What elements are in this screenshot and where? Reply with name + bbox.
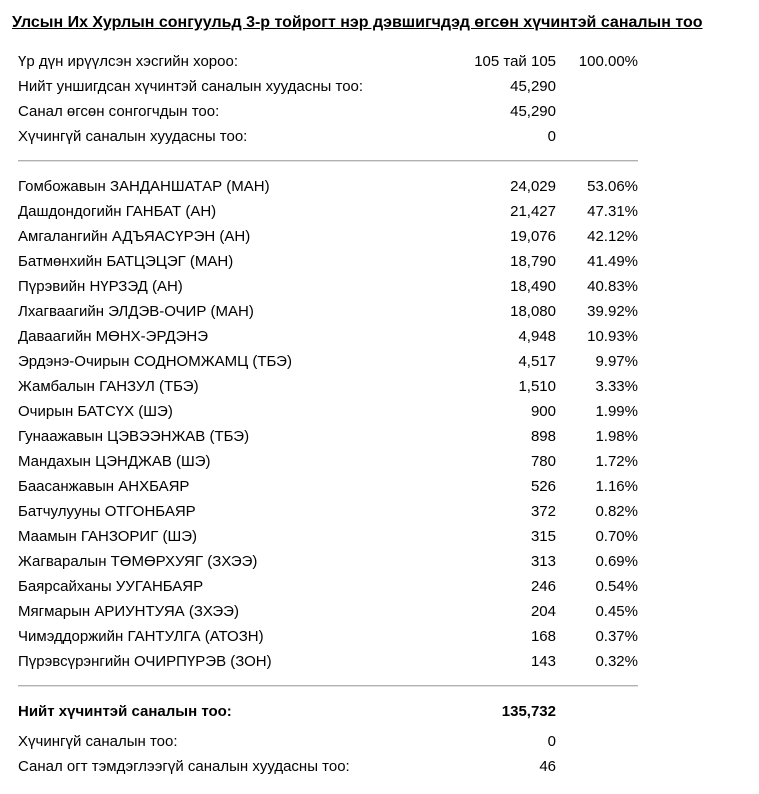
candidate-row — [18, 299, 638, 324]
row-value: 18,790 — [510, 253, 556, 270]
row-percent: 0.54% — [595, 578, 638, 595]
row-value: 313 — [530, 553, 556, 570]
summary-divider — [18, 160, 638, 162]
row-value: 4,948 — [518, 328, 556, 345]
row-label: Чимэддоржийн ГАНТУЛГА (АТОЗН) — [18, 628, 264, 645]
row-percent: 42.12% — [587, 228, 638, 245]
row-value: 46 — [539, 758, 556, 775]
row-value: 526 — [530, 478, 556, 495]
row-percent: 100.00% — [578, 53, 638, 70]
row-value: 135,732 — [501, 703, 556, 720]
row-percent: 47.31% — [587, 203, 638, 220]
row-label: Мандахын ЦЭНДЖАВ (ШЭ) — [18, 453, 211, 470]
totals-row — [18, 729, 638, 754]
totals-row — [18, 699, 638, 724]
row-label: Хүчингүй саналын хуудасны тоо: — [18, 128, 248, 145]
row-value: 24,029 — [510, 178, 556, 195]
summary-row — [18, 124, 638, 149]
totals-row — [18, 754, 638, 779]
candidate-row — [18, 524, 638, 549]
row-label: Баасанжавын АНХБАЯР — [18, 478, 190, 495]
row-label: Жамбалын ГАНЗУЛ (ТБЭ) — [18, 378, 199, 395]
row-percent: 53.06% — [587, 178, 638, 195]
row-label: Гомбожавын ЗАНДАНШАТАР (МАН) — [18, 178, 270, 195]
row-label: Даваагийн МӨНХ-ЭРДЭНЭ — [18, 328, 208, 345]
row-label: Маамын ГАНЗОРИГ (ШЭ) — [18, 528, 198, 545]
page-title: Улсын Их Хурлын сонгуульд 3-р тойрогт нэр дэвшигчдэд өгсөн хүчинтэй саналын тоо — [12, 14, 703, 31]
row-percent: 39.92% — [587, 303, 638, 320]
row-value: 105 тай 105 — [474, 53, 556, 70]
candidate-row — [18, 274, 638, 299]
row-percent: 0.82% — [595, 503, 638, 520]
candidate-row — [18, 399, 638, 424]
candidate-row — [18, 499, 638, 524]
row-value: 45,290 — [510, 103, 556, 120]
row-percent: 1.72% — [595, 453, 638, 470]
row-label: Очирын БАТСҮХ (ШЭ) — [18, 403, 173, 420]
row-value: 780 — [530, 453, 556, 470]
row-value: 21,427 — [510, 203, 556, 220]
row-label: Баярсайханы УУГАНБАЯР — [18, 578, 204, 595]
row-percent: 3.33% — [595, 378, 638, 395]
row-label: Үр дүн ирүүлсэн хэсгийн хороо: — [18, 53, 239, 70]
row-percent: 0.37% — [595, 628, 638, 645]
row-label: Лхагваагийн ЭЛДЭВ-ОЧИР (МАН) — [18, 303, 254, 320]
row-value: 0 — [547, 733, 556, 750]
row-label: Батчулууны ОТГОНБАЯР — [18, 503, 196, 520]
row-percent: 40.83% — [587, 278, 638, 295]
row-value: 1,510 — [518, 378, 556, 395]
row-label: Мягмарын АРИУНТУЯА (ЗХЭЭ) — [18, 603, 239, 620]
row-label: Санал өгсөн сонгогчдын тоо: — [18, 103, 220, 120]
row-value: 45,290 — [510, 78, 556, 95]
candidate-row — [18, 224, 638, 249]
row-percent: 0.69% — [595, 553, 638, 570]
row-percent: 1.98% — [595, 428, 638, 445]
row-label: Пүрэвийн НҮРЗЭД (АН) — [18, 278, 183, 295]
row-value: 143 — [530, 653, 556, 670]
row-value: 246 — [530, 578, 556, 595]
row-percent: 41.49% — [587, 253, 638, 270]
candidate-row — [18, 174, 638, 199]
row-percent: 0.45% — [595, 603, 638, 620]
candidate-row — [18, 249, 638, 274]
candidate-row — [18, 599, 638, 624]
candidate-row — [18, 324, 638, 349]
row-percent: 1.16% — [595, 478, 638, 495]
candidate-row — [18, 549, 638, 574]
row-label: Пүрэвсүрэнгийн ОЧИРПҮРЭВ (ЗОН) — [18, 653, 272, 670]
candidate-row — [18, 349, 638, 374]
row-value: 900 — [530, 403, 556, 420]
row-value: 898 — [530, 428, 556, 445]
summary-row — [18, 49, 638, 74]
row-percent: 0.70% — [595, 528, 638, 545]
candidate-row — [18, 474, 638, 499]
row-label: Нийт хүчинтэй саналын тоо: — [18, 703, 232, 720]
row-value: 168 — [530, 628, 556, 645]
row-value: 0 — [547, 128, 556, 145]
row-label: Эрдэнэ-Очирын СОДНОМЖАМЦ (ТБЭ) — [18, 353, 292, 370]
candidate-row — [18, 624, 638, 649]
summary-row — [18, 99, 638, 124]
row-value: 19,076 — [510, 228, 556, 245]
row-value: 315 — [530, 528, 556, 545]
totals-divider — [18, 685, 638, 687]
row-percent: 9.97% — [595, 353, 638, 370]
candidate-row — [18, 449, 638, 474]
row-label: Санал огт тэмдэглээгүй саналын хуудасны тоо: — [18, 758, 350, 775]
row-label: Дашдондогийн ГАНБАТ (АН) — [18, 203, 217, 220]
summary-row — [18, 74, 638, 99]
candidate-row — [18, 374, 638, 399]
row-label: Амгалангийн АДЪЯАСҮРЭН (АН) — [18, 228, 251, 245]
row-percent: 1.99% — [595, 403, 638, 420]
candidate-row — [18, 649, 638, 674]
row-value: 18,490 — [510, 278, 556, 295]
row-percent: 10.93% — [587, 328, 638, 345]
candidate-row — [18, 574, 638, 599]
row-label: Гунаажавын ЦЭВЭЭНЖАВ (ТБЭ) — [18, 428, 250, 445]
row-label: Нийт уншигдсан хүчинтэй саналын хуудасны тоо: — [18, 78, 364, 95]
row-label: Хүчингүй саналын тоо: — [18, 733, 178, 750]
row-value: 372 — [530, 503, 556, 520]
row-value: 18,080 — [510, 303, 556, 320]
row-label: Жагваралын ТӨМӨРХУЯГ (ЗХЭЭ) — [18, 553, 258, 570]
row-value: 204 — [530, 603, 556, 620]
candidate-row — [18, 199, 638, 224]
row-value: 4,517 — [518, 353, 556, 370]
row-percent: 0.32% — [595, 653, 638, 670]
candidate-row — [18, 424, 638, 449]
row-label: Батмөнхийн БАТЦЭЦЭГ (МАН) — [18, 253, 234, 270]
